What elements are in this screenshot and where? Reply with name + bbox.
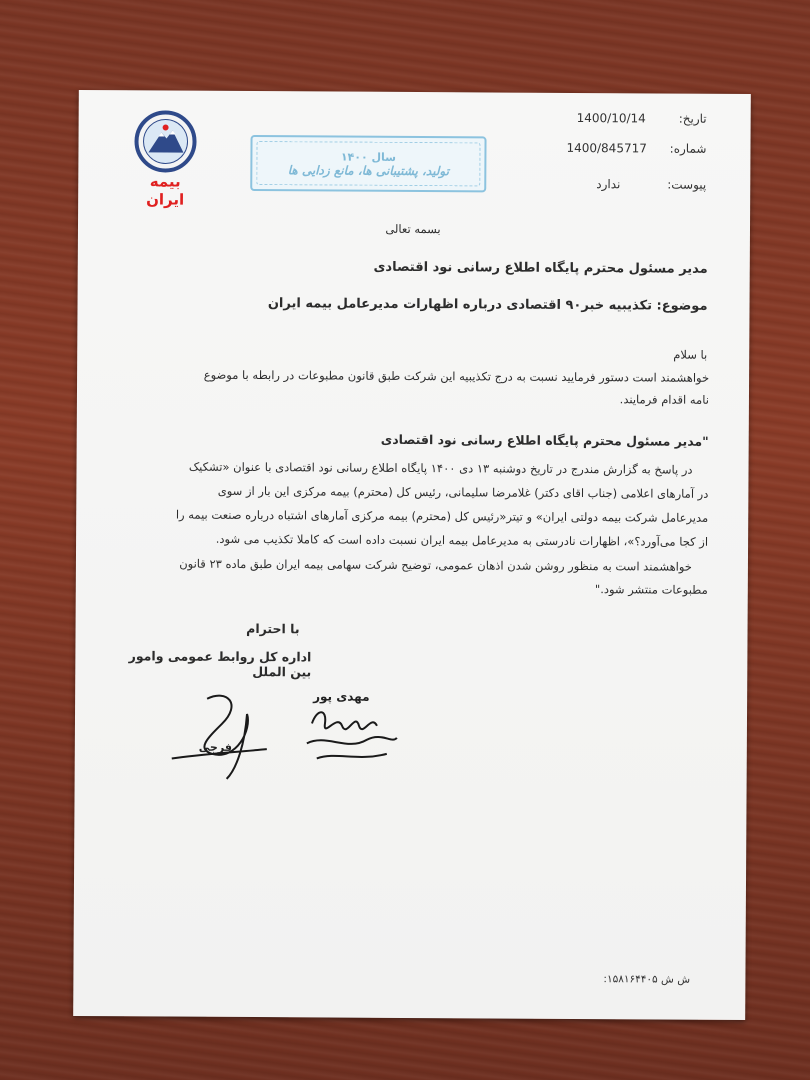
department-name: اداره کل روابط عمومی وامور بین الملل	[128, 648, 312, 680]
date-value: 1400/10/14	[576, 110, 646, 126]
logo-text: بیمه ایران	[146, 172, 185, 209]
right-signature	[297, 703, 407, 774]
year-slogan-banner	[250, 135, 486, 192]
subject-line: موضوع: تکذیبیه خبر۹۰ اقتصادی درباره اظهارات مدیرعامل بیمه ایران	[267, 296, 708, 314]
quote-line: در آمارهای اعلامی (جناب اقای دکتر) غلامرضا سلیمانی، رئیس کل (محترم) بیمه مرکزی این بار از سوی	[217, 483, 709, 501]
request-line: خواهشمند است دستور فرمایید نسبت به درج تکذیبیه این شرکت طبق قانون مطبوعات در رابطه با موضوع	[203, 367, 710, 385]
letter-paper	[73, 90, 751, 1020]
quote-line: خواهشمند است به منظور روشن شدن اذهان عمومی، توضیح شرکت سهامی بیمه ایران طبق ماده ۲۳ قانون	[179, 556, 692, 574]
company-logo	[128, 110, 202, 209]
recipient-line: مدیر مسئول محترم پایگاه اطلاع رسانی نود اقتصادی	[373, 259, 708, 277]
right-signer-name: مهدی پور	[313, 689, 370, 704]
banner-slogan: تولید، پشتیبانی ها، مانع زدایی ها	[287, 162, 450, 178]
quote-line: مطبوعات منتشر شود."	[594, 582, 708, 597]
left-signer-name: فرجی	[198, 740, 232, 754]
quote-line: در پاسخ به گزارش مندرج در تاریخ دوشنبه ۱۳ دی ۱۴۰۰ پایگاه اطلاع رسانی نود اقتصادی با عنوان «تشکیک	[188, 459, 693, 477]
number-value: 1400/845717	[566, 140, 647, 156]
number-label: شماره:	[669, 141, 707, 156]
banner-year: سال ۱۴۰۰	[340, 150, 397, 164]
quote-line: مدیرعامل شرکت بیمه دولتی ایران» و تیتر«رئیس کل (محترم) بیمه مرکزی آمارهای اشتباه درباره صنعت بیمه را	[175, 507, 709, 525]
footer-reference: ش ش ۱۵۸۱۶۴۴۰۵:	[603, 973, 691, 986]
attachment-row	[548, 177, 707, 192]
attachment-value: ندارد	[596, 177, 621, 192]
quote-heading: "مدیر مسئول محترم پایگاه اطلاع رسانی نود اقتصادی	[380, 431, 709, 449]
basmala: بسمه تعالی	[385, 221, 441, 237]
date-row	[549, 110, 707, 126]
date-label: تاریخ:	[678, 111, 707, 126]
number-row	[549, 140, 707, 156]
left-signature	[167, 689, 278, 790]
logo-emblem-icon	[128, 110, 202, 172]
greeting: با سلام	[673, 347, 708, 362]
quote-line: از کجا می‌آورد؟»، اظهارات نادرستی به مدیرعامل بیمه ایران نسبت داده است که کاملا تکذیب می شود.	[215, 531, 709, 549]
request-line: نامه اقدام فرمایند.	[619, 392, 709, 407]
attachment-label: پیوست:	[667, 177, 707, 192]
closing: با احترام	[246, 620, 300, 637]
